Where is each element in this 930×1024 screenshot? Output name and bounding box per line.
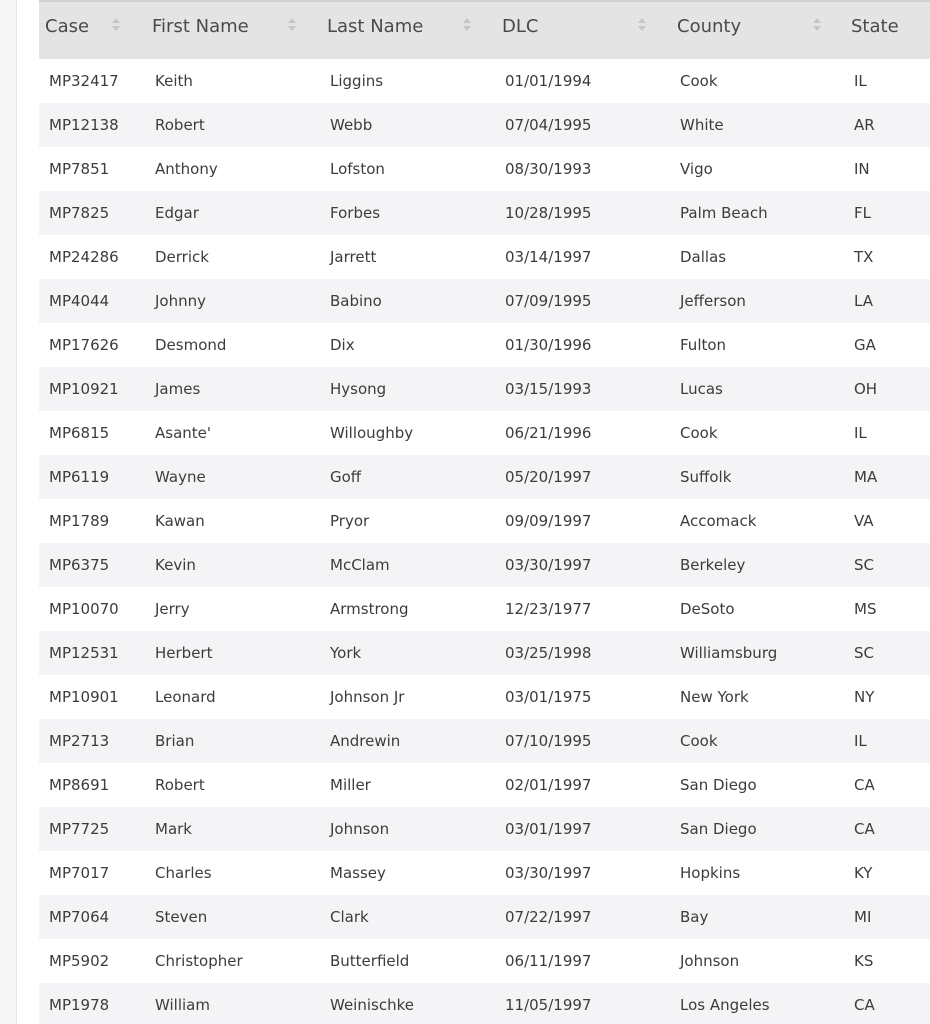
table-header [39, 1, 930, 59]
column-header-last-name[interactable] [320, 1, 495, 59]
column-header-case[interactable] [39, 1, 145, 59]
cell-case: MP10901 [49, 688, 119, 706]
cell-case: MP12531 [49, 644, 119, 662]
cell-first-name: Kevin [155, 556, 196, 574]
cell-state: SC [854, 644, 874, 662]
table-row[interactable] [39, 59, 930, 103]
sort-icon[interactable] [812, 18, 822, 36]
cell-state: IL [854, 424, 867, 442]
cell-county: Suffolk [680, 468, 732, 486]
cell-state: KS [854, 952, 874, 970]
cell-county: Cook [680, 424, 718, 442]
cell-case: MP10070 [49, 600, 119, 618]
cell-first-name: Desmond [155, 336, 227, 354]
column-header-label: First Name [152, 16, 249, 37]
cell-last-name: Goff [330, 468, 362, 486]
cell-dlc: 09/09/1997 [505, 512, 592, 530]
cell-last-name: Clark [330, 908, 369, 926]
cell-county: White [680, 116, 724, 134]
cell-first-name: Anthony [155, 160, 218, 178]
table-row[interactable] [39, 235, 930, 279]
cell-state: IL [854, 72, 867, 90]
cell-case: MP6119 [49, 468, 110, 486]
cell-county: Johnson [680, 952, 740, 970]
cell-case: MP1789 [49, 512, 110, 530]
cell-case: MP24286 [49, 248, 119, 266]
table-row[interactable] [39, 719, 930, 763]
cell-state: OH [854, 380, 878, 398]
cell-first-name: Kawan [155, 512, 205, 530]
cell-first-name: Jerry [155, 600, 190, 618]
table-row[interactable] [39, 675, 930, 719]
cell-state: MA [854, 468, 878, 486]
cell-county: Bay [680, 908, 709, 926]
cell-case: MP6375 [49, 556, 110, 574]
sort-icon[interactable] [462, 18, 472, 36]
cell-county: Los Angeles [680, 996, 770, 1014]
cell-last-name: Lofston [330, 160, 385, 178]
cell-dlc: 03/01/1997 [505, 820, 592, 838]
cell-case: MP6815 [49, 424, 110, 442]
cell-county: DeSoto [680, 600, 735, 618]
cell-first-name: Keith [155, 72, 193, 90]
cell-case: MP7064 [49, 908, 110, 926]
left-sidebar-edge [0, 0, 17, 1024]
table-row[interactable] [39, 323, 930, 367]
cell-last-name: Liggins [330, 72, 384, 90]
table-row[interactable] [39, 499, 930, 543]
cell-county: San Diego [680, 820, 757, 838]
cell-case: MP17626 [49, 336, 119, 354]
cell-county: New York [680, 688, 749, 706]
cell-state: FL [854, 204, 871, 222]
results-table [39, 0, 930, 1024]
cell-last-name: McClam [330, 556, 390, 574]
cell-state: TX [854, 248, 874, 266]
cell-first-name: Derrick [155, 248, 209, 266]
table-row[interactable] [39, 631, 930, 675]
table-row[interactable] [39, 279, 930, 323]
cell-state: IL [854, 732, 867, 750]
table-body [39, 59, 930, 1024]
cell-first-name: Steven [155, 908, 208, 926]
column-header-state[interactable] [844, 1, 930, 59]
table-row[interactable] [39, 455, 930, 499]
cell-last-name: Miller [330, 776, 371, 794]
sort-icon[interactable] [287, 18, 297, 36]
cell-dlc: 03/25/1998 [505, 644, 592, 662]
cell-dlc: 08/30/1993 [505, 160, 592, 178]
cell-first-name: Herbert [155, 644, 213, 662]
cell-state: VA [854, 512, 874, 530]
cell-state: CA [854, 996, 875, 1014]
cell-case: MP7017 [49, 864, 110, 882]
cell-first-name: Brian [155, 732, 195, 750]
cell-dlc: 06/21/1996 [505, 424, 592, 442]
cell-last-name: Webb [330, 116, 373, 134]
cell-last-name: Willoughby [330, 424, 414, 442]
cell-dlc: 01/01/1994 [505, 72, 592, 90]
cell-first-name: Asante' [155, 424, 212, 442]
column-header-first-name[interactable] [145, 1, 320, 59]
column-header-label: Last Name [327, 16, 424, 37]
cell-county: Dallas [680, 248, 727, 266]
table-row[interactable] [39, 103, 930, 147]
cell-dlc: 12/23/1977 [505, 600, 592, 618]
cell-state: MI [854, 908, 872, 926]
table-row[interactable] [39, 807, 930, 851]
cell-case: MP7825 [49, 204, 110, 222]
cell-state: MS [854, 600, 877, 618]
cell-last-name: Forbes [330, 204, 381, 222]
table-row[interactable] [39, 895, 930, 939]
header-row [39, 1, 930, 59]
cell-county: Williamsburg [680, 644, 778, 662]
cell-case: MP4044 [49, 292, 110, 310]
cell-case: MP1978 [49, 996, 110, 1014]
cell-dlc: 11/05/1997 [505, 996, 592, 1014]
cell-case: MP7851 [49, 160, 110, 178]
cell-first-name: William [155, 996, 210, 1014]
table-row[interactable] [39, 939, 930, 983]
column-header-label: Case [45, 16, 90, 37]
cell-state: IN [854, 160, 870, 178]
cell-county: Lucas [680, 380, 723, 398]
cell-county: Palm Beach [680, 204, 768, 222]
table-row[interactable] [39, 147, 930, 191]
results-table-container [39, 0, 930, 1024]
cell-case: MP7725 [49, 820, 110, 838]
cell-dlc: 02/01/1997 [505, 776, 592, 794]
cell-state: KY [854, 864, 873, 882]
cell-county: Accomack [680, 512, 757, 530]
cell-case: MP32417 [49, 72, 119, 90]
table-row[interactable] [39, 983, 930, 1024]
cell-first-name: Edgar [155, 204, 199, 222]
cell-case: MP2713 [49, 732, 110, 750]
cell-last-name: Weinischke [330, 996, 414, 1014]
cell-case: MP8691 [49, 776, 110, 794]
cell-case: MP10921 [49, 380, 119, 398]
cell-county: Cook [680, 732, 718, 750]
cell-county: Hopkins [680, 864, 741, 882]
column-header-label: DLC [502, 16, 539, 37]
cell-dlc: 03/15/1993 [505, 380, 592, 398]
cell-dlc: 03/01/1975 [505, 688, 592, 706]
table-row[interactable] [39, 851, 930, 895]
cell-dlc: 01/30/1996 [505, 336, 592, 354]
cell-state: NY [854, 688, 875, 706]
cell-last-name: Hysong [330, 380, 387, 398]
table-row[interactable] [39, 411, 930, 455]
cell-county: San Diego [680, 776, 757, 794]
cell-state: CA [854, 776, 875, 794]
cell-first-name: Wayne [155, 468, 206, 486]
cell-state: AR [854, 116, 875, 134]
table-row[interactable] [39, 587, 930, 631]
cell-dlc: 05/20/1997 [505, 468, 592, 486]
cell-first-name: Mark [155, 820, 192, 838]
table-row[interactable] [39, 763, 930, 807]
table-row[interactable] [39, 543, 930, 587]
sort-icon[interactable] [637, 18, 647, 36]
cell-dlc: 06/11/1997 [505, 952, 592, 970]
cell-last-name: Johnson Jr [330, 688, 405, 706]
cell-last-name: Pryor [330, 512, 370, 530]
cell-county: Berkeley [680, 556, 746, 574]
cell-dlc: 07/22/1997 [505, 908, 592, 926]
table-row[interactable] [39, 367, 930, 411]
cell-last-name: Jarrett [330, 248, 377, 266]
cell-dlc: 07/10/1995 [505, 732, 592, 750]
cell-last-name: Dix [330, 336, 355, 354]
cell-last-name: Andrewin [330, 732, 401, 750]
cell-state: SC [854, 556, 874, 574]
cell-dlc: 03/30/1997 [505, 556, 592, 574]
cell-last-name: Babino [330, 292, 382, 310]
cell-state: GA [854, 336, 876, 354]
cell-case: MP5902 [49, 952, 110, 970]
cell-county: Jefferson [680, 292, 746, 310]
cell-first-name: Christopher [155, 952, 243, 970]
cell-first-name: Robert [155, 776, 205, 794]
cell-state: CA [854, 820, 875, 838]
cell-dlc: 03/30/1997 [505, 864, 592, 882]
cell-first-name: Leonard [155, 688, 216, 706]
sort-icon[interactable] [111, 18, 121, 36]
table-row[interactable] [39, 191, 930, 235]
cell-last-name: Johnson [330, 820, 390, 838]
column-header-county[interactable] [670, 1, 844, 59]
column-header-dlc[interactable] [495, 1, 670, 59]
cell-dlc: 07/09/1995 [505, 292, 592, 310]
cell-county: Cook [680, 72, 718, 90]
cell-dlc: 10/28/1995 [505, 204, 592, 222]
cell-last-name: Massey [330, 864, 386, 882]
cell-last-name: York [330, 644, 362, 662]
cell-case: MP12138 [49, 116, 119, 134]
cell-dlc: 07/04/1995 [505, 116, 592, 134]
cell-first-name: Robert [155, 116, 205, 134]
cell-dlc: 03/14/1997 [505, 248, 592, 266]
column-header-label: State [851, 16, 899, 37]
cell-first-name: James [155, 380, 201, 398]
cell-county: Vigo [680, 160, 713, 178]
cell-first-name: Johnny [155, 292, 206, 310]
cell-state: LA [854, 292, 873, 310]
cell-county: Fulton [680, 336, 727, 354]
cell-first-name: Charles [155, 864, 212, 882]
cell-last-name: Armstrong [330, 600, 409, 618]
cell-last-name: Butterfield [330, 952, 410, 970]
column-header-label: County [677, 16, 742, 37]
